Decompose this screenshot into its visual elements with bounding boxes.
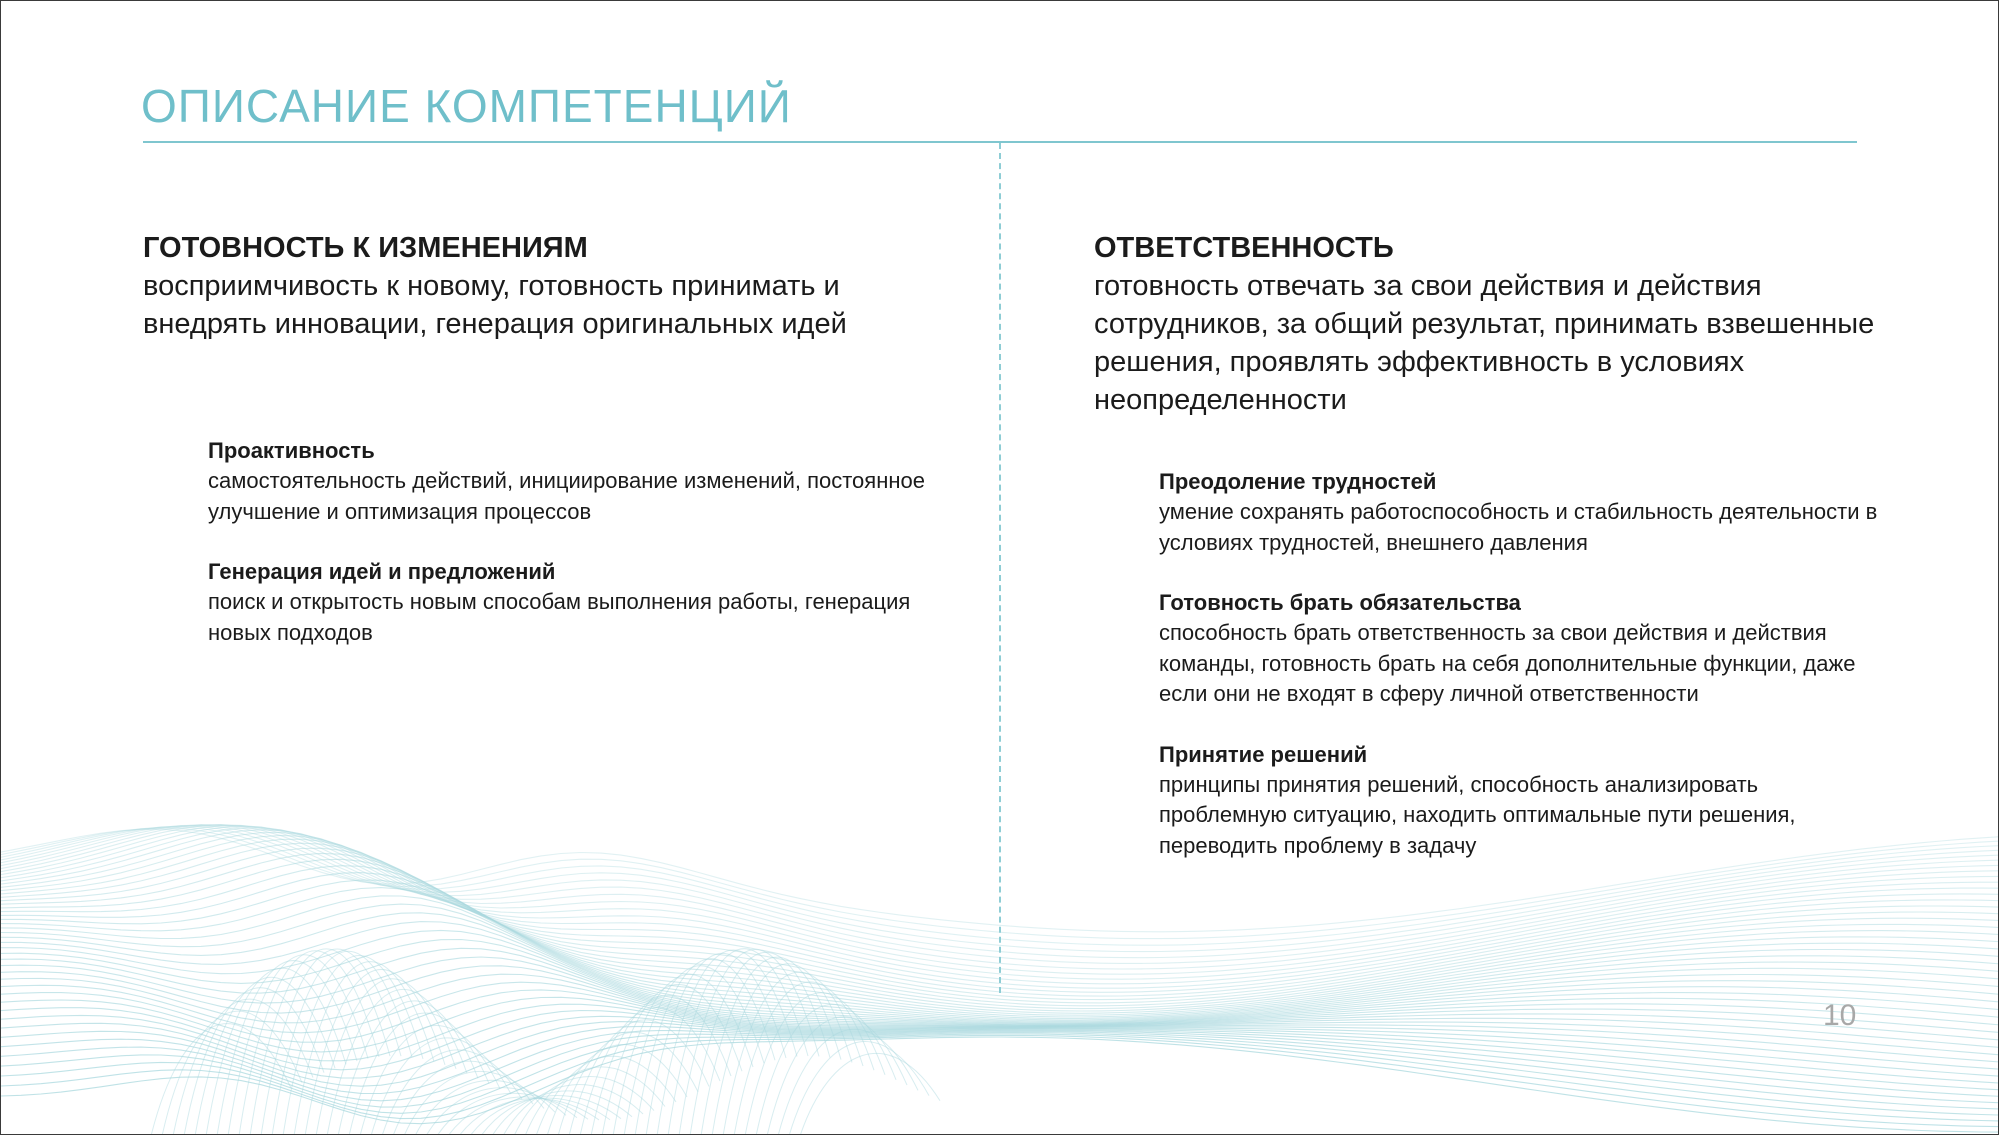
- sub-competency-description: умение сохранять работоспособность и стабильность деятельности в условиях трудностей, внешнего давления: [1159, 499, 1878, 555]
- competency-description: готовность отвечать за свои действия и действия сотрудников, за общий результат, принимать взвешенные решения, проявлять эффективность в условиях неопределенности: [1094, 270, 1875, 416]
- competency-left: [143, 229, 943, 343]
- wave-line: [217, 961, 357, 1135]
- sub-competency: [1159, 588, 1879, 710]
- competency-heading: ОТВЕТСТВЕННОСТЬ: [1094, 232, 1394, 264]
- sub-competency: [208, 436, 948, 527]
- sub-competencies-right: [1159, 467, 1879, 891]
- sub-competency-description: принципы принятия решений, способность анализировать проблемную ситуацию, находить оптимальные пути решения, переводить проблему в задачу: [1159, 771, 1796, 858]
- sub-competency: [1159, 740, 1879, 862]
- wave-line: [1, 1033, 1999, 1116]
- sub-competency-title: Генерация идей и предложений: [208, 559, 556, 584]
- wave-line: [525, 1067, 665, 1135]
- competency-right: [1094, 229, 1894, 419]
- wave-line: [305, 969, 445, 1135]
- sub-competency: [208, 557, 948, 648]
- sub-competency-description: способность брать ответственность за свои действия и действия команды, готовность брать на себя дополнительные функции, даже если они не входят в сферу личной ответственности: [1159, 620, 1856, 706]
- sub-competency-title: Проактивность: [208, 438, 375, 463]
- sub-competency: [1159, 467, 1879, 558]
- wave-line: [1, 982, 1999, 1056]
- wave-line: [283, 956, 423, 1135]
- page-number: 10: [1823, 999, 1857, 1032]
- wave-line: [173, 999, 313, 1135]
- sub-competency-description: самостоятельность действий, инициирование изменений, постоянное улучшение и оптимизация процессов: [208, 468, 925, 524]
- column-divider: [999, 143, 1001, 993]
- sub-competencies-left: [208, 436, 948, 678]
- wave-line: [415, 1080, 555, 1135]
- competency-description: восприимчивость к новому, готовность принимать и внедрять инновации, генерация оригинальных идей: [143, 270, 847, 340]
- wave-line: [789, 1042, 929, 1135]
- sub-competency-description: поиск и открытость новым способам выполнения работы, генерация новых подходов: [208, 589, 911, 645]
- wave-line: [514, 1076, 654, 1135]
- competency-heading: ГОТОВНОСТЬ К ИЗМЕНЕНИЯМ: [143, 232, 588, 264]
- page-title: ОПИСАНИЕ КОМПЕТЕНЦИЙ: [141, 80, 792, 132]
- sub-competency-title: Готовность брать обязательства: [1159, 590, 1521, 615]
- sub-competency-title: Преодоление трудностей: [1159, 469, 1437, 494]
- wave-line: [1, 1034, 1999, 1121]
- wave-line: [547, 1045, 687, 1135]
- wave-line: [800, 1053, 940, 1135]
- sub-competency-title: Принятие решений: [1159, 741, 1368, 767]
